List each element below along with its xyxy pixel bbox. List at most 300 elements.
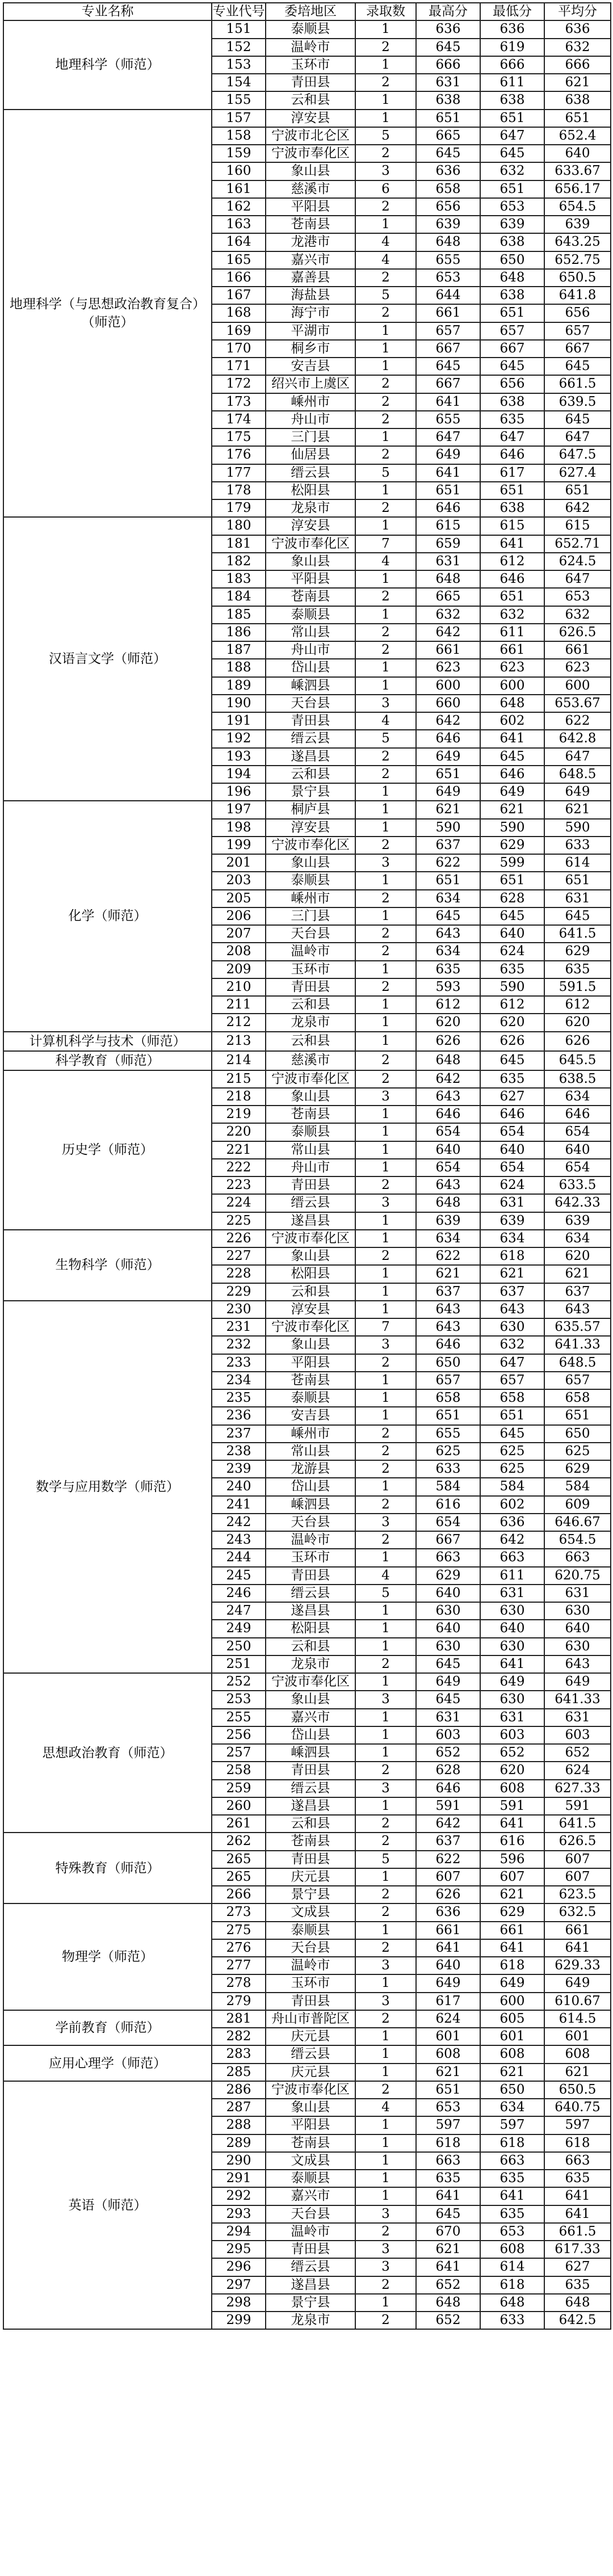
- max-score-cell: 653: [416, 269, 480, 287]
- avg-score-cell: 642: [544, 499, 611, 517]
- code-cell: 214: [212, 1051, 266, 1070]
- code-cell: 166: [212, 269, 266, 287]
- region-cell: 安吉县: [266, 358, 355, 375]
- admitted-cell: 4: [355, 251, 416, 269]
- avg-score-cell: 591: [544, 1797, 611, 1815]
- avg-score-cell: 622: [544, 712, 611, 730]
- avg-score-cell: 633: [544, 837, 611, 854]
- max-score-cell: 612: [416, 996, 480, 1014]
- max-score-cell: 637: [416, 1283, 480, 1301]
- admitted-cell: 5: [355, 127, 416, 145]
- admitted-cell: 2: [355, 641, 416, 659]
- region-cell: 天台县: [266, 1939, 355, 1957]
- min-score-cell: 617: [480, 464, 544, 482]
- min-score-cell: 621: [480, 2064, 544, 2081]
- min-score-cell: 630: [480, 1318, 544, 1336]
- max-score-cell: 642: [416, 712, 480, 730]
- code-cell: 232: [212, 1336, 266, 1354]
- region-cell: 嵊州市: [266, 1425, 355, 1443]
- admitted-cell: 3: [355, 1514, 416, 1531]
- min-score-cell: 634: [480, 1230, 544, 1247]
- region-cell: 嵊泗县: [266, 677, 355, 695]
- admitted-cell: 1: [355, 110, 416, 127]
- region-cell: 松阳县: [266, 482, 355, 499]
- min-score-cell: 612: [480, 996, 544, 1014]
- admitted-cell: 1: [355, 482, 416, 499]
- avg-score-cell: 623.5: [544, 1886, 611, 1903]
- admitted-cell: 1: [355, 1141, 416, 1159]
- code-cell: 181: [212, 535, 266, 553]
- admitted-cell: 1: [355, 783, 416, 801]
- major-name-cell: 汉语言文学（师范）: [3, 517, 212, 801]
- min-score-cell: 631: [480, 1585, 544, 1602]
- region-cell: 舟山市: [266, 641, 355, 659]
- min-score-cell: 628: [480, 890, 544, 907]
- min-score-cell: 663: [480, 1549, 544, 1566]
- admission-score-table: [3, 2, 611, 2330]
- min-score-cell: 590: [480, 819, 544, 837]
- min-score-cell: 623: [480, 659, 544, 676]
- admitted-cell: 1: [355, 1974, 416, 1992]
- max-score-cell: 597: [416, 2116, 480, 2134]
- region-cell: 宁波市奉化区: [266, 145, 355, 162]
- region-cell: 苍南县: [266, 2134, 355, 2152]
- admitted-cell: 1: [355, 2116, 416, 2134]
- max-score-cell: 649: [416, 1673, 480, 1691]
- avg-score-cell: 629.33: [544, 1957, 611, 1974]
- max-score-cell: 630: [416, 1638, 480, 1655]
- max-score-cell: 620: [416, 1014, 480, 1031]
- max-score-cell: 655: [416, 411, 480, 428]
- admitted-cell: 2: [355, 1247, 416, 1265]
- admitted-cell: 2: [355, 890, 416, 907]
- avg-score-cell: 654.5: [544, 198, 611, 216]
- admitted-cell: 1: [355, 428, 416, 446]
- avg-score-cell: 654: [544, 1159, 611, 1176]
- min-score-cell: 634: [480, 2099, 544, 2116]
- min-score-cell: 635: [480, 1070, 544, 1088]
- code-cell: 230: [212, 1301, 266, 1318]
- code-cell: 219: [212, 1106, 266, 1123]
- admitted-cell: 2: [355, 1655, 416, 1673]
- region-cell: 缙云县: [266, 464, 355, 482]
- avg-score-cell: 646: [544, 1106, 611, 1123]
- avg-score-cell: 642.8: [544, 730, 611, 747]
- code-cell: 172: [212, 375, 266, 393]
- max-score-cell: 631: [416, 553, 480, 570]
- max-score-cell: 651: [416, 482, 480, 499]
- admitted-cell: 1: [355, 801, 416, 818]
- admitted-cell: 1: [355, 1549, 416, 1566]
- region-cell: 淳安县: [266, 110, 355, 127]
- code-cell: 206: [212, 907, 266, 925]
- region-cell: 桐乡市: [266, 340, 355, 358]
- avg-score-cell: 621: [544, 2064, 611, 2081]
- admitted-cell: 1: [355, 1372, 416, 1389]
- code-cell: 192: [212, 730, 266, 747]
- max-score-cell: 622: [416, 1851, 480, 1868]
- max-score-cell: 646: [416, 499, 480, 517]
- major-name-cell: 应用心理学（师范）: [3, 2045, 212, 2081]
- max-score-cell: 590: [416, 819, 480, 837]
- max-score-cell: 643: [416, 1176, 480, 1194]
- admitted-cell: 1: [355, 1212, 416, 1230]
- region-cell: 遂昌县: [266, 748, 355, 766]
- region-cell: 景宁县: [266, 783, 355, 801]
- admitted-cell: 1: [355, 961, 416, 978]
- max-score-cell: 645: [416, 1655, 480, 1673]
- max-score-cell: 653: [416, 2099, 480, 2116]
- major-name-cell: 数学与应用数学（师范）: [3, 1301, 212, 1673]
- code-cell: 229: [212, 1283, 266, 1301]
- code-cell: 198: [212, 819, 266, 837]
- max-score-cell: 651: [416, 2081, 480, 2099]
- region-cell: 苍南县: [266, 588, 355, 606]
- min-score-cell: 638: [480, 233, 544, 251]
- admitted-cell: 1: [355, 91, 416, 109]
- code-cell: 298: [212, 2294, 266, 2312]
- min-score-cell: 632: [480, 606, 544, 624]
- code-cell: 245: [212, 1567, 266, 1585]
- min-score-cell: 614: [480, 2258, 544, 2276]
- max-score-cell: 651: [416, 110, 480, 127]
- avg-score-cell: 627.33: [544, 1780, 611, 1797]
- region-cell: 象山县: [266, 162, 355, 180]
- code-cell: 154: [212, 74, 266, 91]
- min-score-cell: 621: [480, 1265, 544, 1283]
- code-cell: 294: [212, 2223, 266, 2241]
- code-cell: 215: [212, 1070, 266, 1088]
- region-cell: 泰顺县: [266, 20, 355, 38]
- code-cell: 222: [212, 1159, 266, 1176]
- max-score-cell: 639: [416, 216, 480, 233]
- max-score-cell: 652: [416, 1744, 480, 1762]
- region-cell: 景宁县: [266, 1886, 355, 1903]
- region-cell: 嘉兴市: [266, 1709, 355, 1726]
- region-cell: 青田县: [266, 74, 355, 91]
- admitted-cell: 2: [355, 588, 416, 606]
- region-cell: 嵊州市: [266, 890, 355, 907]
- major-name-cell: 计算机科学与技术（师范）: [3, 1032, 212, 1051]
- region-cell: 缙云县: [266, 1194, 355, 1212]
- admitted-cell: 4: [355, 712, 416, 730]
- avg-score-cell: 648.5: [544, 766, 611, 783]
- region-cell: 龙泉市: [266, 1655, 355, 1673]
- major-name-cell: 英语（师范）: [3, 2081, 212, 2330]
- region-cell: 苍南县: [266, 1372, 355, 1389]
- avg-score-cell: 652.4: [544, 127, 611, 145]
- avg-score-cell: 603: [544, 1726, 611, 1744]
- avg-score-cell: 634: [544, 1230, 611, 1247]
- code-cell: 163: [212, 216, 266, 233]
- avg-score-cell: 656: [544, 304, 611, 322]
- admitted-cell: 2: [355, 2276, 416, 2294]
- min-score-cell: 616: [480, 1833, 544, 1850]
- admitted-cell: 5: [355, 1585, 416, 1602]
- max-score-cell: 661: [416, 1922, 480, 1939]
- region-cell: 岱山县: [266, 1726, 355, 1744]
- admitted-cell: 3: [355, 1691, 416, 1708]
- max-score-cell: 607: [416, 1868, 480, 1886]
- code-cell: 282: [212, 2028, 266, 2045]
- avg-score-cell: 650.5: [544, 2081, 611, 2099]
- avg-score-cell: 608: [544, 2045, 611, 2063]
- region-cell: 遂昌县: [266, 1797, 355, 1815]
- table-row: [3, 1051, 611, 1070]
- max-score-cell: 635: [416, 961, 480, 978]
- admitted-cell: 6: [355, 180, 416, 198]
- min-score-cell: 629: [480, 1903, 544, 1921]
- min-score-cell: 639: [480, 216, 544, 233]
- max-score-cell: 658: [416, 1389, 480, 1407]
- code-cell: 188: [212, 659, 266, 676]
- min-score-cell: 602: [480, 712, 544, 730]
- admitted-cell: 1: [355, 819, 416, 837]
- admitted-cell: 1: [355, 1478, 416, 1495]
- admitted-cell: 5: [355, 287, 416, 304]
- admitted-cell: 1: [355, 677, 416, 695]
- code-cell: 292: [212, 2187, 266, 2205]
- code-cell: 208: [212, 943, 266, 960]
- header-admitted: 录取数: [355, 3, 416, 20]
- major-name-cell: 历史学（师范）: [3, 1070, 212, 1230]
- code-cell: 183: [212, 570, 266, 588]
- avg-score-cell: 641.5: [544, 925, 611, 943]
- admitted-cell: 3: [355, 695, 416, 712]
- code-cell: 287: [212, 2099, 266, 2116]
- min-score-cell: 666: [480, 56, 544, 74]
- min-score-cell: 640: [480, 1620, 544, 1637]
- region-cell: 云和县: [266, 1032, 355, 1051]
- min-score-cell: 605: [480, 2010, 544, 2028]
- min-score-cell: 607: [480, 1868, 544, 1886]
- avg-score-cell: 641: [544, 2187, 611, 2205]
- min-score-cell: 657: [480, 322, 544, 340]
- code-cell: 281: [212, 2010, 266, 2028]
- admitted-cell: 1: [355, 606, 416, 624]
- min-score-cell: 630: [480, 1691, 544, 1708]
- min-score-cell: 602: [480, 1496, 544, 1514]
- region-cell: 温岭市: [266, 2223, 355, 2241]
- avg-score-cell: 647: [544, 428, 611, 446]
- admitted-cell: 1: [355, 1265, 416, 1283]
- code-cell: 174: [212, 411, 266, 428]
- avg-score-cell: 631: [544, 1709, 611, 1726]
- min-score-cell: 596: [480, 1851, 544, 1868]
- region-cell: 龙游县: [266, 1460, 355, 1478]
- max-score-cell: 642: [416, 624, 480, 641]
- max-score-cell: 640: [416, 1585, 480, 1602]
- region-cell: 遂昌县: [266, 2276, 355, 2294]
- code-cell: 193: [212, 748, 266, 766]
- region-cell: 缙云县: [266, 1585, 355, 1602]
- admitted-cell: 1: [355, 996, 416, 1014]
- region-cell: 嘉兴市: [266, 251, 355, 269]
- avg-score-cell: 638: [544, 91, 611, 109]
- region-cell: 天台县: [266, 2205, 355, 2223]
- avg-score-cell: 626: [544, 1032, 611, 1051]
- max-score-cell: 641: [416, 1939, 480, 1957]
- region-cell: 青田县: [266, 1176, 355, 1194]
- avg-score-cell: 650: [544, 1425, 611, 1443]
- region-cell: 舟山市: [266, 1159, 355, 1176]
- avg-score-cell: 591.5: [544, 978, 611, 996]
- code-cell: 289: [212, 2134, 266, 2152]
- table-row: [3, 1833, 611, 1850]
- avg-score-cell: 626.5: [544, 1833, 611, 1850]
- avg-score-cell: 624.5: [544, 553, 611, 570]
- admitted-cell: 2: [355, 1070, 416, 1088]
- min-score-cell: 640: [480, 925, 544, 943]
- admitted-cell: 1: [355, 1922, 416, 1939]
- avg-score-cell: 627.4: [544, 464, 611, 482]
- region-cell: 温岭市: [266, 1531, 355, 1549]
- admitted-cell: 2: [355, 978, 416, 996]
- avg-score-cell: 634: [544, 1088, 611, 1106]
- avg-score-cell: 626.5: [544, 624, 611, 641]
- table-row: [3, 1230, 611, 1247]
- code-cell: 184: [212, 588, 266, 606]
- avg-score-cell: 600: [544, 677, 611, 695]
- code-cell: 288: [212, 2116, 266, 2134]
- major-name-cell: 特殊教育（师范）: [3, 1833, 212, 1903]
- avg-score-cell: 597: [544, 2116, 611, 2134]
- max-score-cell: 621: [416, 2064, 480, 2081]
- max-score-cell: 645: [416, 39, 480, 56]
- max-score-cell: 643: [416, 1301, 480, 1318]
- region-cell: 缙云县: [266, 1780, 355, 1797]
- min-score-cell: 657: [480, 1372, 544, 1389]
- table-row: [3, 801, 611, 818]
- max-score-cell: 630: [416, 1602, 480, 1620]
- avg-score-cell: 651: [544, 482, 611, 499]
- min-score-cell: 618: [480, 2276, 544, 2294]
- max-score-cell: 666: [416, 56, 480, 74]
- region-cell: 象山县: [266, 553, 355, 570]
- admitted-cell: 3: [355, 2241, 416, 2258]
- admitted-cell: 2: [355, 269, 416, 287]
- min-score-cell: 641: [480, 1655, 544, 1673]
- max-score-cell: 633: [416, 1460, 480, 1478]
- avg-score-cell: 648.5: [544, 1354, 611, 1372]
- admitted-cell: 2: [355, 198, 416, 216]
- code-cell: 201: [212, 854, 266, 872]
- admitted-cell: 1: [355, 907, 416, 925]
- region-cell: 泰顺县: [266, 1123, 355, 1141]
- min-score-cell: 599: [480, 854, 544, 872]
- min-score-cell: 645: [480, 358, 544, 375]
- admitted-cell: 2: [355, 2312, 416, 2329]
- table-row: [3, 1301, 611, 1318]
- code-cell: 161: [212, 180, 266, 198]
- code-cell: 277: [212, 1957, 266, 1974]
- code-cell: 151: [212, 20, 266, 38]
- max-score-cell: 641: [416, 2258, 480, 2276]
- code-cell: 261: [212, 1815, 266, 1833]
- max-score-cell: 623: [416, 659, 480, 676]
- admitted-cell: 1: [355, 1159, 416, 1176]
- max-score-cell: 648: [416, 1051, 480, 1070]
- avg-score-cell: 641: [544, 2205, 611, 2223]
- admitted-cell: 2: [355, 766, 416, 783]
- avg-score-cell: 651: [544, 1407, 611, 1424]
- code-cell: 276: [212, 1939, 266, 1957]
- min-score-cell: 646: [480, 766, 544, 783]
- avg-score-cell: 632: [544, 606, 611, 624]
- min-score-cell: 635: [480, 2170, 544, 2187]
- avg-score-cell: 640.75: [544, 2099, 611, 2116]
- admitted-cell: 1: [355, 2045, 416, 2063]
- avg-score-cell: 645.5: [544, 1051, 611, 1070]
- code-cell: 290: [212, 2152, 266, 2170]
- region-cell: 宁波市奉化区: [266, 1318, 355, 1336]
- max-score-cell: 667: [416, 340, 480, 358]
- region-cell: 岱山县: [266, 1478, 355, 1495]
- max-score-cell: 615: [416, 517, 480, 535]
- admitted-cell: 1: [355, 1868, 416, 1886]
- avg-score-cell: 635: [544, 961, 611, 978]
- table-row: [3, 517, 611, 535]
- region-cell: 泰顺县: [266, 1922, 355, 1939]
- region-cell: 泰顺县: [266, 872, 355, 889]
- min-score-cell: 618: [480, 1957, 544, 1974]
- max-score-cell: 641: [416, 393, 480, 411]
- code-cell: 180: [212, 517, 266, 535]
- code-cell: 275: [212, 1922, 266, 1939]
- code-cell: 296: [212, 2258, 266, 2276]
- min-score-cell: 663: [480, 2152, 544, 2170]
- avg-score-cell: 631: [544, 890, 611, 907]
- code-cell: 295: [212, 2241, 266, 2258]
- min-score-cell: 649: [480, 1673, 544, 1691]
- min-score-cell: 636: [480, 1514, 544, 1531]
- code-cell: 236: [212, 1407, 266, 1424]
- min-score-cell: 630: [480, 1638, 544, 1655]
- code-cell: 210: [212, 978, 266, 996]
- region-cell: 云和县: [266, 1815, 355, 1833]
- avg-score-cell: 617.33: [544, 2241, 611, 2258]
- region-cell: 苍南县: [266, 1833, 355, 1850]
- max-score-cell: 651: [416, 1407, 480, 1424]
- avg-score-cell: 630: [544, 1602, 611, 1620]
- min-score-cell: 667: [480, 340, 544, 358]
- admitted-cell: 2: [355, 39, 416, 56]
- code-cell: 257: [212, 1744, 266, 1762]
- code-cell: 256: [212, 1726, 266, 1744]
- admitted-cell: 7: [355, 1318, 416, 1336]
- max-score-cell: 634: [416, 943, 480, 960]
- code-cell: 177: [212, 464, 266, 482]
- code-cell: 169: [212, 322, 266, 340]
- min-score-cell: 651: [480, 180, 544, 198]
- admitted-cell: 2: [355, 1425, 416, 1443]
- max-score-cell: 646: [416, 1780, 480, 1797]
- region-cell: 桐庐县: [266, 801, 355, 818]
- admitted-cell: 1: [355, 1123, 416, 1141]
- region-cell: 常山县: [266, 1443, 355, 1460]
- min-score-cell: 651: [480, 1407, 544, 1424]
- max-score-cell: 622: [416, 1247, 480, 1265]
- region-cell: 三门县: [266, 907, 355, 925]
- code-cell: 249: [212, 1620, 266, 1637]
- max-score-cell: 649: [416, 1974, 480, 1992]
- code-cell: 247: [212, 1602, 266, 1620]
- min-score-cell: 611: [480, 1567, 544, 1585]
- code-cell: 297: [212, 2276, 266, 2294]
- admitted-cell: 5: [355, 1851, 416, 1868]
- code-cell: 159: [212, 145, 266, 162]
- region-cell: 天台县: [266, 695, 355, 712]
